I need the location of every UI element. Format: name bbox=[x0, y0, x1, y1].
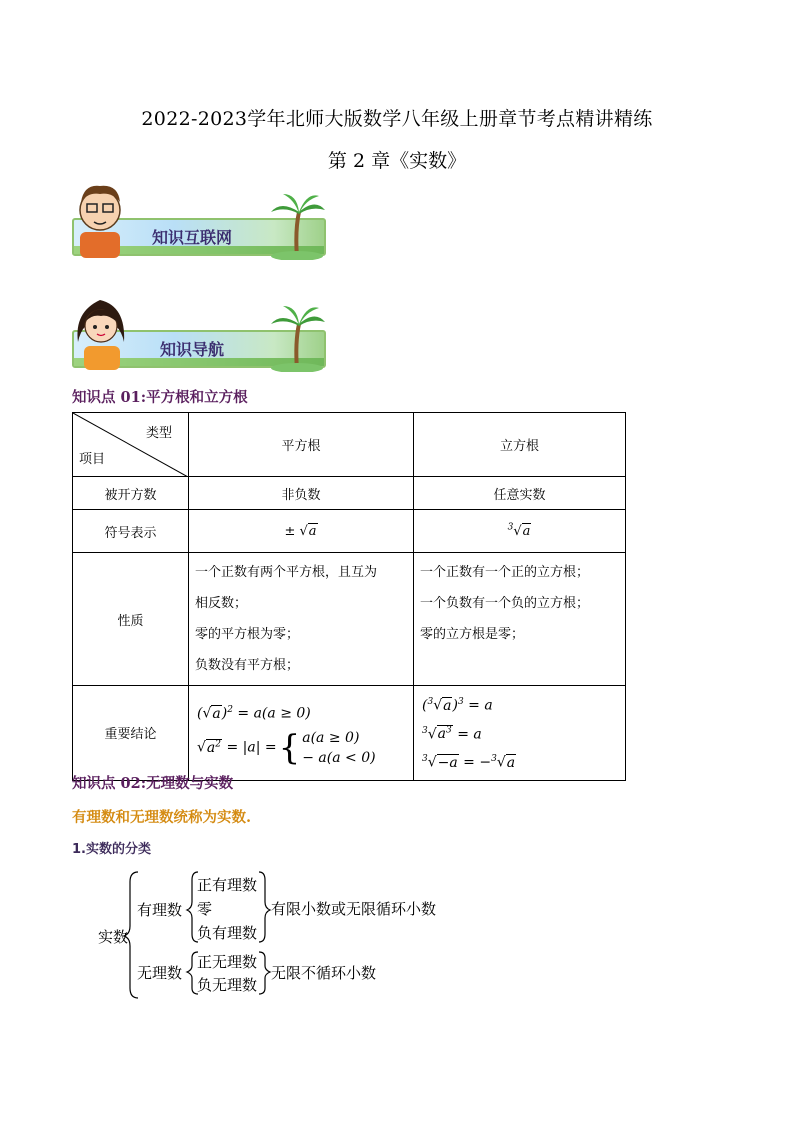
corner-cell bbox=[73, 413, 189, 477]
table-row bbox=[73, 413, 626, 477]
rational-item: 零 bbox=[197, 900, 213, 918]
root-real-number: 实数 bbox=[98, 928, 129, 946]
classification-braces bbox=[70, 866, 530, 1006]
radicand-cube: 任意实数 bbox=[414, 477, 626, 510]
property-line: 相反数； bbox=[195, 596, 248, 611]
girl-cartoon-icon bbox=[72, 292, 132, 372]
real-number-definition: 有理数和无理数统称为实数. bbox=[72, 809, 252, 826]
section-heading-kp2: 知识点 02:无理数与实数 bbox=[72, 775, 234, 792]
property-square bbox=[189, 553, 414, 686]
conclusion-square: $(√a)^2 = a(a \ge 0)$ $√a^2 = |a|$ = { a(a ≥ 0) − a(a < 0) bbox=[189, 686, 414, 781]
row-label-property: 性质 bbox=[73, 553, 189, 686]
banner-knowledge-navigation bbox=[72, 292, 327, 376]
property-line: 零的平方根为零； bbox=[195, 627, 300, 642]
subsection-heading-classification: 1.实数的分类 bbox=[72, 842, 151, 857]
row-label-symbol: 符号表示 bbox=[73, 510, 189, 553]
table-row bbox=[73, 510, 626, 553]
banner-label: 知识互联网 bbox=[152, 228, 233, 247]
row-label-conclusion: 重要结论 bbox=[73, 686, 189, 781]
property-line: 一个正数有两个平方根，且互为 bbox=[195, 565, 378, 580]
rational-item: 负有理数 bbox=[197, 924, 258, 942]
irrational-note: 无限不循环小数 bbox=[271, 964, 377, 982]
rational-item: 正有理数 bbox=[197, 876, 258, 894]
conclusion-cube: $(^3√a)^3 = a$ $^3√a^3 = a$ $^3$√−a = −$^3$√a bbox=[414, 686, 626, 781]
rational-number-label: 有理数 bbox=[137, 901, 183, 919]
header-square-root: 平方根 bbox=[189, 413, 414, 477]
roots-comparison-table bbox=[72, 412, 626, 781]
banner-knowledge-network bbox=[72, 180, 327, 264]
rational-note: 有限小数或无限循环小数 bbox=[271, 900, 437, 918]
property-line: 一个正数有一个正的立方根； bbox=[420, 565, 590, 580]
real-number-classification bbox=[70, 866, 530, 1006]
property-line: 负数没有平方根； bbox=[195, 658, 300, 673]
chapter-title: 第 2 章《实数》 bbox=[327, 150, 467, 172]
radicand-square: 非负数 bbox=[189, 477, 414, 510]
section-heading-kp1: 知识点 01:平方根和立方根 bbox=[72, 389, 248, 406]
irrational-number-label: 无理数 bbox=[137, 964, 183, 982]
row-label-radicand: 被开方数 bbox=[73, 477, 189, 510]
palm-tree-icon bbox=[267, 302, 327, 372]
irrational-item: 负无理数 bbox=[197, 976, 258, 994]
palm-tree-icon bbox=[267, 190, 327, 260]
table-row bbox=[73, 553, 626, 686]
symbol-cube-root: $^3$√a bbox=[414, 510, 626, 553]
property-cube bbox=[414, 553, 626, 686]
irrational-item: 正无理数 bbox=[197, 953, 258, 971]
table-row bbox=[73, 686, 626, 781]
property-line: 零的立方根是零； bbox=[420, 627, 525, 642]
property-line: 一个负数有一个负的立方根； bbox=[420, 596, 590, 611]
teacher-cartoon-icon bbox=[72, 180, 132, 260]
header-cube-root: 立方根 bbox=[414, 413, 626, 477]
table-row bbox=[73, 477, 626, 510]
corner-type-label: 类型 bbox=[145, 426, 172, 441]
symbol-square-root: ± √a bbox=[189, 510, 414, 553]
banner-label: 知识导航 bbox=[160, 340, 225, 359]
corner-item-label: 项目 bbox=[79, 452, 106, 467]
document-title: 2022-2023学年北师大版数学八年级上册章节考点精讲精练 bbox=[141, 108, 653, 130]
